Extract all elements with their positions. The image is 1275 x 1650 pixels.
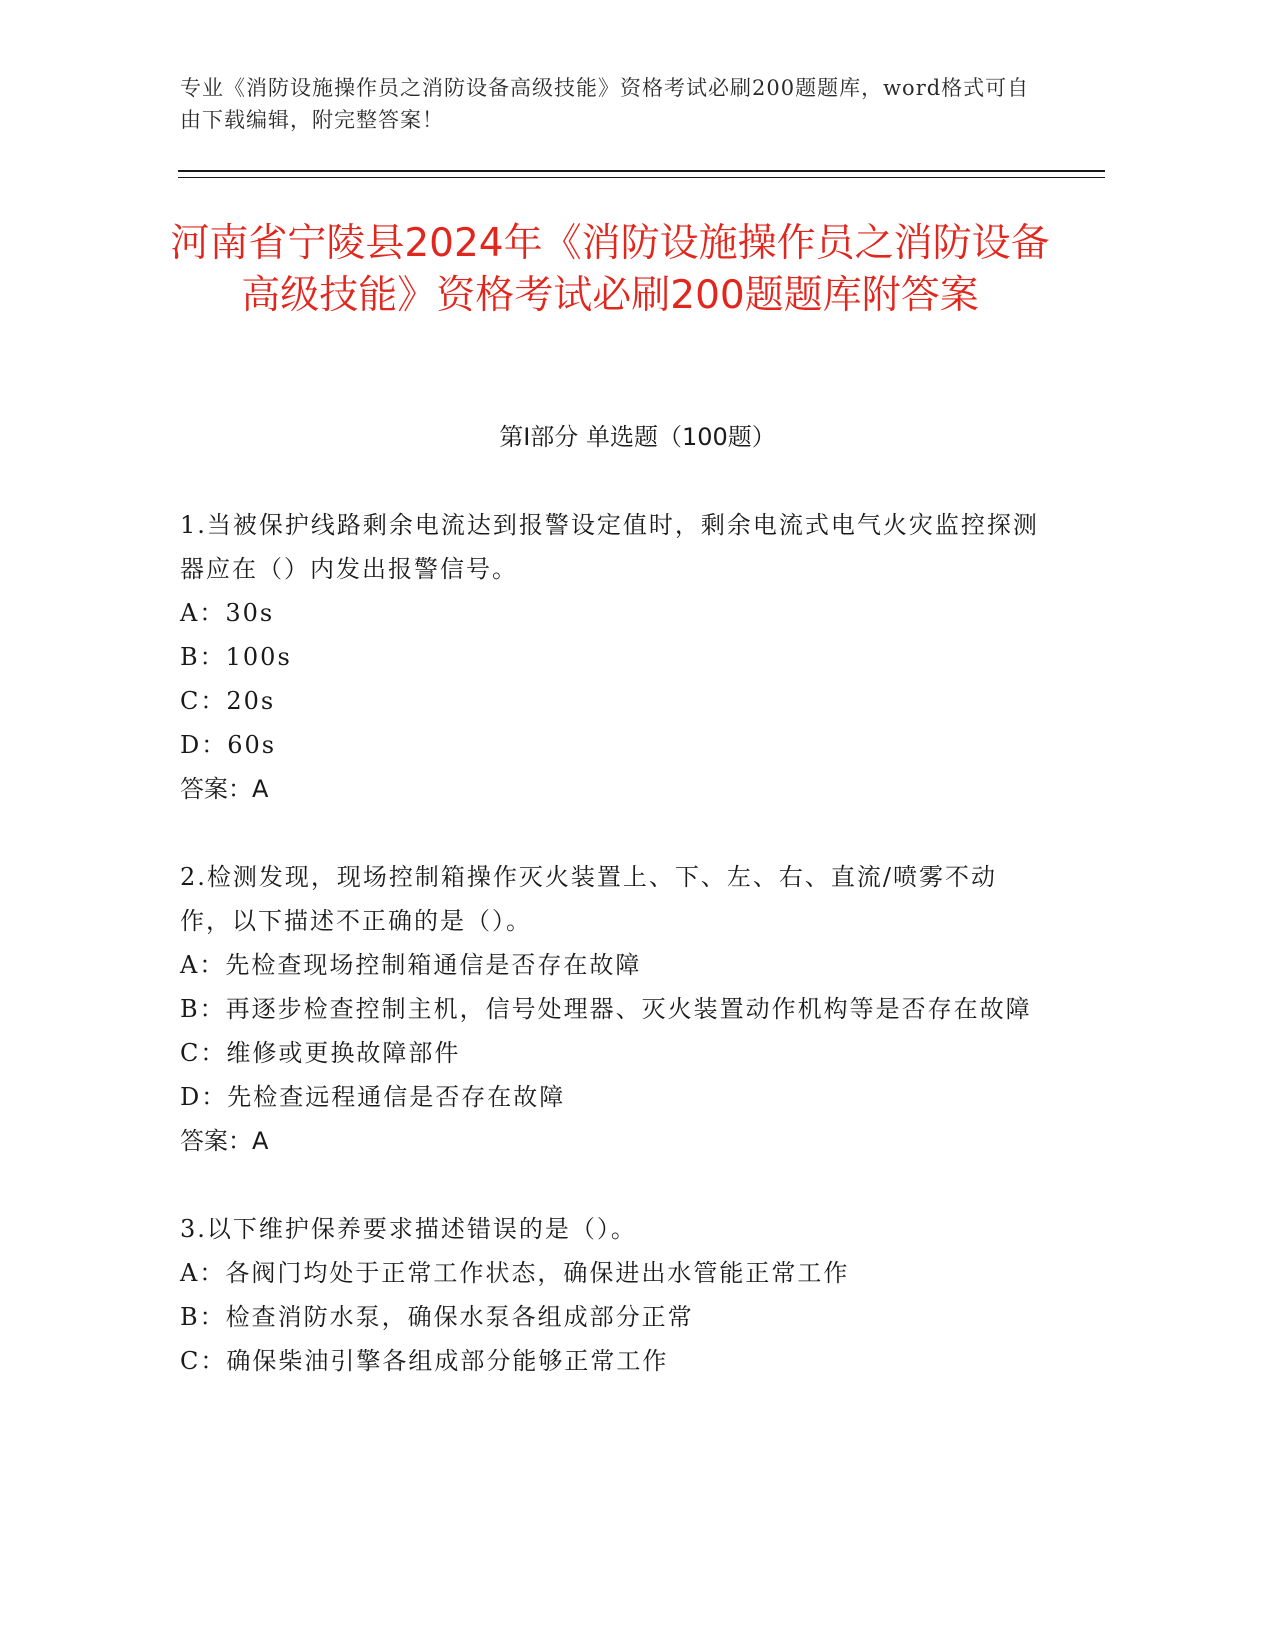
question-option: B：再逐步检查控制主机，信号处理器、灭火装置动作机构等是否存在故障 (180, 995, 1032, 1023)
question-option: B：100s (180, 643, 292, 671)
question-item (180, 855, 1040, 1163)
question-answer: 答案：A (180, 1127, 269, 1155)
question-item (180, 503, 1040, 811)
question-list (180, 503, 1040, 1427)
header-divider-thick (178, 170, 1105, 172)
question-option: A：先检查现场控制箱通信是否存在故障 (180, 951, 642, 979)
document-title: 河南省宁陵县2024年《消防设施操作员之消防设备高级技能》资格考试必刷200题题库附答案 (170, 221, 1050, 318)
question-item (180, 1207, 1040, 1383)
question-option: D：60s (180, 731, 277, 759)
question-option: A：30s (180, 599, 275, 627)
section-heading: 第I部分 单选题（100题） (499, 423, 776, 451)
question-option: B：检查消防水泵，确保水泵各组成部分正常 (180, 1303, 694, 1331)
question-stem: 1.当被保护线路剩余电流达到报警设定值时，剩余电流式电气火灾监控探测器应在（）内发出报警信号。 (180, 511, 1039, 583)
header-note: 专业《消防设施操作员之消防设备高级技能》资格考试必刷200题题库，word格式可自由下载编辑，附完整答案！ (180, 76, 1030, 132)
question-option: D：先检查远程通信是否存在故障 (180, 1083, 566, 1111)
header-divider-thin (178, 177, 1105, 178)
question-answer: 答案：A (180, 775, 269, 803)
question-option: A：各阀门均处于正常工作状态，确保进出水管能正常工作 (180, 1259, 850, 1287)
question-stem: 2.检测发现，现场控制箱操作灭火装置上、下、左、右、直流/喷雾不动作，以下描述不正确的是（）。 (180, 863, 997, 935)
question-stem: 3.以下维护保养要求描述错误的是（）。 (180, 1215, 637, 1243)
question-option: C：确保柴油引擎各组成部分能够正常工作 (180, 1347, 669, 1375)
question-option: C：维修或更换故障部件 (180, 1039, 461, 1067)
question-option: C：20s (180, 687, 276, 715)
